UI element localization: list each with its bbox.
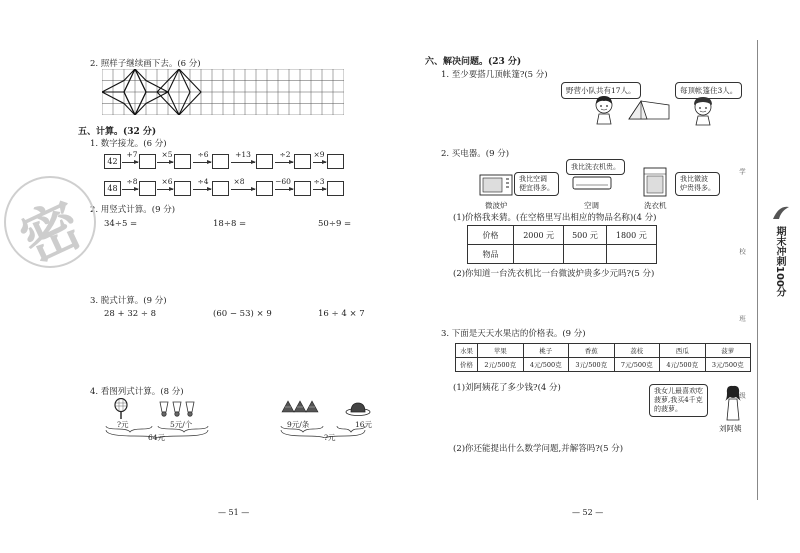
item-answer-cell[interactable] — [606, 245, 656, 264]
chain1-op: ÷6 — [197, 150, 209, 159]
margin-label-class: 班 — [738, 315, 746, 322]
ac-bubble: 我比洗衣机贵。 — [566, 159, 625, 175]
price-guess-table — [467, 225, 657, 264]
fruit-header: 菠萝 — [705, 344, 751, 358]
vertical-calc-3: 50÷9 = — [318, 219, 352, 229]
margin-label-school: 学 — [738, 168, 746, 175]
answer-box[interactable] — [327, 154, 344, 169]
washing-machine-icon — [643, 167, 667, 197]
q3-bubble — [649, 384, 708, 417]
fruit-price: 2元/500克 — [478, 358, 524, 372]
q3-bubble-text: 我女儿最喜欢吃 菠萝,我买4千克 的菠萝。 — [654, 387, 703, 413]
woman-icon — [720, 385, 746, 421]
girl-icon — [591, 95, 617, 125]
q3-title: 3. 下面是天天水果店的价格表。(9 分) — [441, 329, 586, 339]
fruit-price: 3元/500克 — [569, 358, 615, 372]
item-answer-cell[interactable] — [564, 245, 606, 264]
fruit-header: 香蕉 — [569, 344, 615, 358]
q3-sub2: (2)你还能提出什么数学问题,并解答吗?(5 分) — [453, 444, 624, 454]
q5-2-title: 2. 用竖式计算。(9 分) — [90, 205, 176, 215]
binding-margin — [738, 40, 800, 500]
margin-label-ji: 级 — [738, 392, 746, 399]
q2-sub1: (1)价格我来猜。(在空格里写出相应的物品名称)(4 分) — [453, 213, 657, 223]
chain1-op: ×9 — [313, 150, 325, 159]
q1-title: 1. 至少要搭几顶帐篷?(5 分) — [441, 70, 548, 80]
price-cell: 1800 元 — [606, 226, 656, 245]
fruit-header: 苹果 — [478, 344, 524, 358]
item-header: 物品 — [468, 245, 514, 264]
microwave-bubble — [514, 172, 559, 196]
chain2-op: −60 — [275, 177, 291, 186]
pic2-total: ?元 — [324, 433, 336, 442]
q5-3-title: 3. 脱式计算。(9 分) — [90, 296, 167, 306]
shuttle-price: 5元/个 — [170, 420, 193, 429]
q5-1-title: 1. 数字接龙。(6 分) — [90, 139, 167, 149]
cake-icon — [281, 398, 321, 416]
fruit-price: 7元/500克 — [614, 358, 660, 372]
brand-logo-icon — [771, 203, 791, 223]
brand-name: 期末冲刺100分 — [774, 226, 785, 297]
chain2-op: ÷4 — [197, 177, 209, 186]
vertical-calc-2: 18÷8 = — [213, 219, 247, 229]
q1-bubble-right: 每顶帐篷住3人。 — [675, 82, 742, 99]
washer-bubble — [675, 172, 720, 196]
q2-title-right: 2. 买电器。(9 分) — [441, 149, 510, 159]
fruit-price: 3元/500克 — [705, 358, 751, 372]
microwave-label: 微波炉 — [485, 201, 508, 210]
item-answer-cell[interactable] — [514, 245, 564, 264]
answer-box[interactable] — [256, 154, 273, 169]
boy-icon — [690, 96, 716, 126]
q3-sub1: (1)刘阿姨花了多少钱?(4 分) — [453, 383, 561, 393]
section6-title: 六、解决问题。(23 分) — [425, 57, 522, 67]
shuttlecock-icon — [158, 400, 198, 418]
price-cell: 500 元 — [564, 226, 606, 245]
margin-label-xiao: 校 — [738, 248, 746, 255]
hat-price: 16元 — [355, 420, 373, 429]
hat-icon — [345, 400, 371, 416]
racket-price: ?元 — [117, 420, 129, 429]
watermark-char: 密 — [10, 189, 92, 276]
chain2-op: ÷8 — [126, 177, 138, 186]
q5-4-title: 4. 看图列式计算。(8 分) — [90, 387, 184, 397]
chain1-op: +7 — [126, 150, 138, 159]
air-conditioner-icon — [572, 176, 612, 190]
fruit-price: 4元/500克 — [660, 358, 706, 372]
section5-title: 五、计算。(32 分) — [78, 127, 157, 137]
microwave-icon — [479, 174, 513, 196]
chain2-op: ×8 — [233, 177, 245, 186]
chain2-op: ÷3 — [313, 177, 325, 186]
fruit-price-table — [455, 343, 751, 372]
woman-label: 刘阿姨 — [719, 424, 742, 433]
price-header: 价格 — [468, 226, 514, 245]
fruit-price: 4元/500克 — [523, 358, 569, 372]
q2-sub2: (2)你知道一台洗衣机比一台微波炉贵多少元吗?(5 分) — [453, 269, 655, 279]
chain1-start: 42 — [104, 154, 121, 169]
chain1-op: ÷2 — [279, 150, 291, 159]
q2-title: 2. 照样子继续画下去。(6 分) — [90, 59, 201, 69]
pic1-total: 64元 — [148, 433, 166, 442]
answer-box[interactable] — [212, 154, 229, 169]
tent-icon — [627, 97, 671, 121]
chain1-op: +13 — [235, 150, 251, 159]
chain2-op: ×6 — [161, 177, 173, 186]
page-number-51: — 51 — — [218, 508, 250, 517]
cake-price: 9元/条 — [287, 420, 310, 429]
vertical-calc-1: 34÷5 = — [104, 219, 138, 229]
chain1-op: ×5 — [161, 150, 173, 159]
price-cell: 2000 元 — [514, 226, 564, 245]
page-number-52: — 52 — — [572, 508, 604, 517]
answer-box[interactable] — [174, 181, 191, 196]
washer-bubble-text: 我比微波 炉贵得多。 — [680, 175, 715, 192]
step-calc-3: 16 ÷ 4 × 7 — [318, 309, 365, 319]
chain2-start: 48 — [104, 181, 121, 196]
answer-box[interactable] — [327, 181, 344, 196]
ac-label: 空调 — [584, 201, 599, 210]
step-calc-1: 28 + 32 ÷ 8 — [104, 309, 157, 319]
answer-box[interactable] — [174, 154, 191, 169]
fruit-header: 桃子 — [523, 344, 569, 358]
fruit-header: 水果 — [456, 344, 478, 358]
fruit-header: 西瓜 — [660, 344, 706, 358]
q1-bubble-left: 野营小队共有17人。 — [561, 82, 641, 99]
microwave-bubble-text: 我比空调 便宜得多。 — [519, 175, 554, 192]
pattern-grid — [102, 69, 344, 115]
step-calc-2: (60 − 53) × 9 — [213, 309, 272, 319]
fruit-price-label: 价格 — [456, 358, 478, 372]
fruit-header: 荔枝 — [614, 344, 660, 358]
washer-label: 洗衣机 — [644, 201, 667, 210]
racket-icon — [113, 398, 129, 420]
